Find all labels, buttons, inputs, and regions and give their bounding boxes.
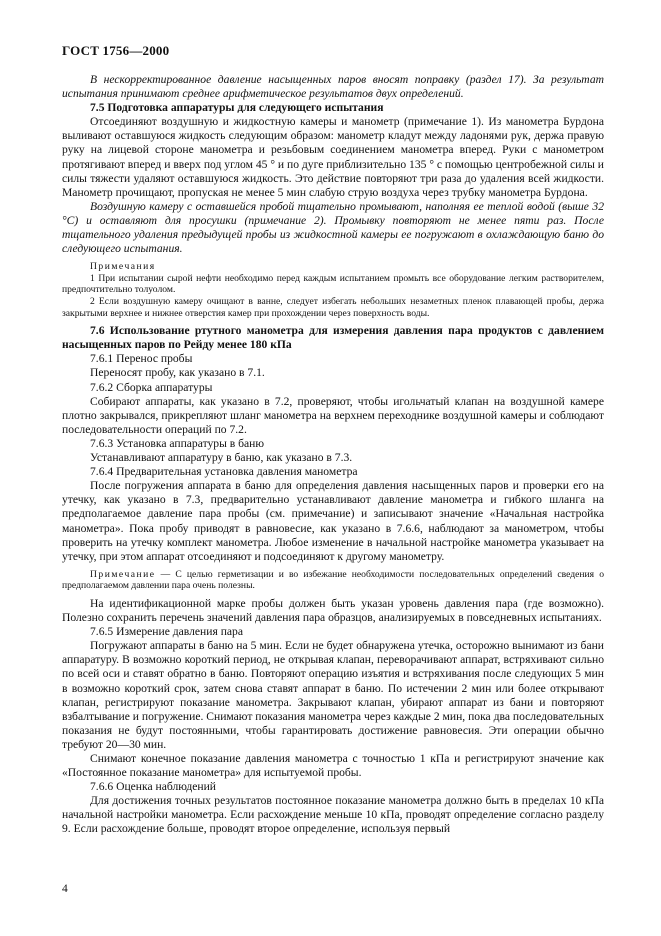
note-single bbox=[62, 569, 604, 592]
paragraph-7-6-5-final: Снимают конечное показание давления манометра с точностью 1 кПа и регистрируют значение как «Постоянное показание манометра» для испытуемой пробы. bbox=[62, 752, 604, 780]
paragraph-7-6-6: Для достижения точных результатов постоянное показание манометра должно быть в пределах 10 кПа начальной настройки манометра. Если расхождение меньше 10 кПа, проводят определение согласно разделу 9. Если расхождение больше, проводят второе определение, используя первый bbox=[62, 794, 604, 836]
note-1: 1 При испытании сырой нефти необходимо перед каждым испытанием промыть все оборудование легким растворителем, предпочтительно толуолом. bbox=[62, 272, 604, 296]
paragraph-intro: В нескорректированное давление насыщенных паров вносят поправку (раздел 17). За результат испытания принимают среднее арифметическое результатов двух определений. bbox=[62, 73, 604, 101]
subheading-7-6-1: 7.6.1 Перенос пробы bbox=[90, 352, 193, 366]
paragraph-7-6-2: Собирают аппараты, как указано в 7.2, проверяют, чтобы игольчатый клапан на воздушной камере плотно закрывался, прикрепляют шланг манометра на верхнем переходнике воздушной камеры и соблюдают последовательности операций по 7.2. bbox=[62, 394, 604, 436]
paragraph-7-6-4: После погружения аппарата в баню для определения давления насыщенных паров и проверки его на утечку, как указано в 7.3, предварительно устанавливают давление манометра и гибкого шланга на предполагаемое давление пара пробы (см. примечание) и записывают значение «Начальная настройка манометра». Пока пробу приводят в равновесие, как указано в 7.6.6, наблюдают за манометром, чтобы проверить на утечку комплект манометра. Любое изменение в начальной настройке манометра указывает на утечку, при этом аппарат отсоединяют и подсоединяют к другому манометру. bbox=[62, 479, 604, 563]
subheading-7-6-2: 7.6.2 Сборка аппаратуры bbox=[90, 380, 213, 394]
paragraph-marking: На идентификационной марке пробы должен быть указан уровень давления пара (где возможно). Полезно сохранить перечень значений давления пара образцов, анализируемых в повседневных испытаниях. bbox=[62, 596, 604, 625]
note-single-text: — С целью герметизации и во избежание необходимости последовательных определений сведения о предполагаемом давлении пара очень полезны. bbox=[62, 568, 604, 592]
paragraph-7-5-1: Отсоединяют воздушную и жидкостную камеры и манометр (примечание 1). Из манометра Бурдона выливают оставшуюся жидкость следующим образом: манометр кладут между ладонями рук, держа правую руку на лицевой стороне манометра и резьбовым соединением манометра вперед. Руки с манометром протягивают вперед и вверх под углом 45 ° и по дуге приблизительно 135 ° с помощью центробежной силы и силы тяжести удаляют оставшуюся жидкость. Это действие повторяют три раза до удаления всей жидкости. Манометр прочищают, пропуская не менее 5 мин слабую струю воздуха через трубку манометра Бурдона. bbox=[62, 115, 604, 199]
note-single-label: Примечание bbox=[90, 568, 156, 580]
note-2: 2 Если воздушную камеру очищают в ванне, следует избегать небольших незаметных пленок плавающей пробы, держа закрытыми верхнее и нижнее отверстия камер при прохождении через поверхность воды. bbox=[62, 296, 604, 319]
paragraph-7-6-5: Погружают аппараты в баню на 5 мин. Если не будет обнаружена утечка, осторожно вынимают из бани аппаратуру. В возможно короткий период, не открывая клапан, переворачивают аппарат, встряхивают сильно по всей оси и ставят обратно в баню. Повторяют операцию изъятия и встряхивания после следующих 5 мин в возможно короткий срок, затем снова ставят аппарат в баню. По истечении 2 мин или более открывают клапан, регистрируют показание манометра. Закрывают клапан, убирают аппарат из бани и повторяют взбалтывание и погружение. Снимают показания манометра через каждые 2 мин, пока два последовательных показания не будут постоянными, чтобы гарантировать достижение равновесия. Эти операции обычно требуют 20—30 мин. bbox=[62, 639, 605, 751]
subheading-7-6-5: 7.6.5 Измерение давления пара bbox=[90, 625, 243, 639]
subheading-7-6-4: 7.6.4 Предварительная установка давления манометра bbox=[90, 465, 358, 479]
heading-7-5: 7.5 Подготовка аппаратуры для следующего испытания bbox=[90, 101, 384, 115]
paragraph-7-5-2: Воздушную камеру с оставшейся пробой тщательно промывают, наполняя ее теплой водой (выше 32 °С) и оставляют для просушки (примечание 2). Промывку повторяют не менее пяти раз. После тщательного удаления предыдущей пробы из жидкостной камеры ее погружают в охлаждающую баню до следующего испытания. bbox=[62, 199, 604, 256]
subheading-7-6-3: 7.6.3 Установка аппаратуры в баню bbox=[90, 436, 265, 450]
document-body bbox=[62, 73, 604, 837]
heading-7-6: 7.6 Использование ртутного манометра для измерения давления пара продуктов с давлением насыщенных паров по Рейду менее 180 кПа bbox=[62, 324, 604, 352]
notes-title: Примечания bbox=[90, 261, 156, 273]
paragraph-7-6-3: Устанавливают аппаратуру в баню, как указано в 7.3. bbox=[90, 451, 353, 465]
page-number: 4 bbox=[62, 883, 68, 895]
paragraph-7-6-1: Переносят пробу, как указано в 7.1. bbox=[90, 366, 265, 380]
standard-header: ГОСТ 1756—2000 bbox=[62, 43, 170, 58]
subheading-7-6-6: 7.6.6 Оценка наблюдений bbox=[90, 780, 216, 794]
